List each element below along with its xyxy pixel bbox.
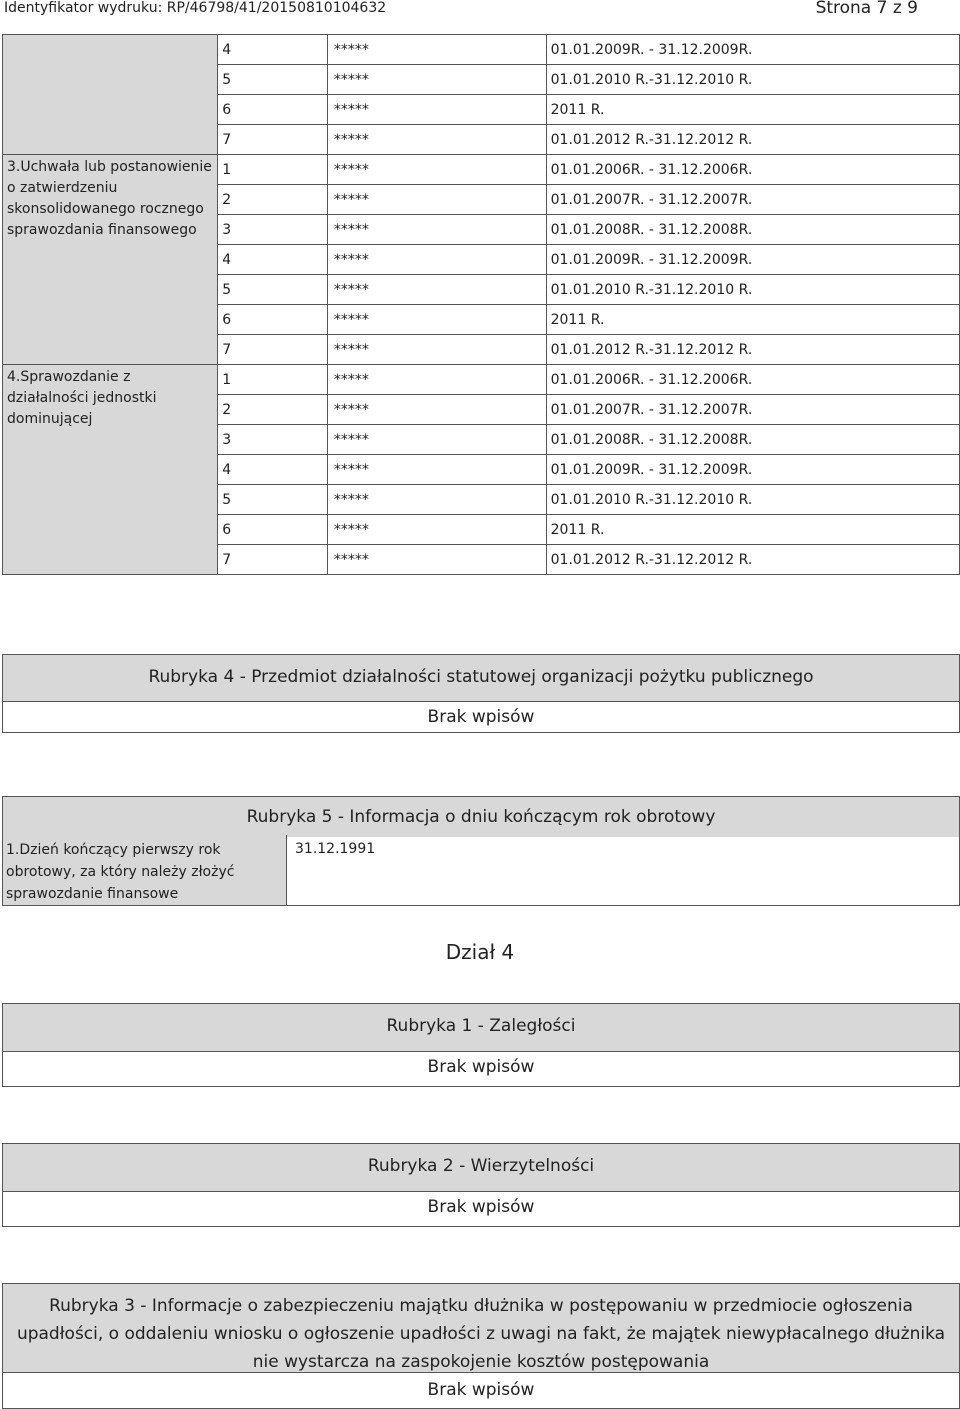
row-number: 6 (218, 515, 328, 545)
period-value: 01.01.2009R. - 31.12.2009R. (546, 35, 959, 65)
period-value: 01.01.2012 R.-31.12.2012 R. (546, 335, 959, 365)
group-label: 4.Sprawozdanie z działalności jednostki dominującej (3, 365, 218, 575)
table-row (3, 35, 960, 65)
period-value: 01.01.2008R. - 31.12.2008R. (546, 215, 959, 245)
row-number: 2 (218, 395, 328, 425)
masked-value: ***** (327, 335, 546, 365)
d4-rubryka-1-empty: Brak wpisów (3, 1051, 959, 1086)
d4-rubryka-3-title: Rubryka 3 - Informacje o zabezpieczeniu majątku dłużnika w postępowaniu w przedmiocie ogłoszenia upadłości, o oddaleniu wniosku o ogłoszenie upadłości z uwagi na fakt, że majątek niewypłacalnego dłużnika nie wystarcza na zaspokojenie kosztów postępowania (3, 1284, 959, 1372)
masked-value: ***** (327, 305, 546, 335)
table-row (3, 155, 960, 185)
rubryka-5-section (2, 796, 960, 906)
row-number: 3 (218, 215, 328, 245)
reports-table (2, 34, 960, 575)
masked-value: ***** (327, 425, 546, 455)
row-number: 5 (218, 65, 328, 95)
period-value: 01.01.2009R. - 31.12.2009R. (546, 245, 959, 275)
row-number: 4 (218, 245, 328, 275)
period-value: 01.01.2010 R.-31.12.2010 R. (546, 485, 959, 515)
rubryka-5-value: 31.12.1991 (295, 841, 376, 857)
d4-rubryka-2-section (2, 1143, 960, 1227)
group-label: 3.Uchwała lub postanowienie o zatwierdzeniu skonsolidowanego rocznego sprawozdania finansowego (3, 155, 218, 365)
page-number: Strona 7 z 9 (815, 0, 918, 18)
row-number: 5 (218, 275, 328, 305)
row-number: 1 (218, 365, 328, 395)
period-value: 01.01.2012 R.-31.12.2012 R. (546, 125, 959, 155)
d4-rubryka-2-empty: Brak wpisów (3, 1191, 959, 1226)
row-number: 4 (218, 455, 328, 485)
d4-rubryka-3-section (2, 1283, 960, 1409)
masked-value: ***** (327, 155, 546, 185)
row-number: 4 (218, 35, 328, 65)
d4-rubryka-1-title: Rubryka 1 - Zaległości (3, 1004, 959, 1051)
period-value: 2011 R. (546, 305, 959, 335)
row-number: 5 (218, 485, 328, 515)
masked-value: ***** (327, 545, 546, 575)
row-number: 2 (218, 185, 328, 215)
period-value: 01.01.2009R. - 31.12.2009R. (546, 455, 959, 485)
d4-rubryka-3-empty: Brak wpisów (3, 1372, 959, 1407)
masked-value: ***** (327, 275, 546, 305)
masked-value: ***** (327, 215, 546, 245)
group-label (3, 35, 218, 155)
period-value: 01.01.2010 R.-31.12.2010 R. (546, 275, 959, 305)
print-identifier: Identyfikator wydruku: RP/46798/41/20150810104632 (4, 0, 387, 16)
period-value: 01.01.2007R. - 31.12.2007R. (546, 395, 959, 425)
masked-value: ***** (327, 65, 546, 95)
rubryka-5-row (3, 835, 959, 905)
rubryka-4-empty: Brak wpisów (3, 701, 959, 732)
period-value: 01.01.2006R. - 31.12.2006R. (546, 365, 959, 395)
period-value: 01.01.2010 R.-31.12.2010 R. (546, 65, 959, 95)
table-row (3, 365, 960, 395)
row-number: 6 (218, 305, 328, 335)
period-value: 01.01.2007R. - 31.12.2007R. (546, 185, 959, 215)
row-number: 7 (218, 125, 328, 155)
period-value: 2011 R. (546, 95, 959, 125)
masked-value: ***** (327, 515, 546, 545)
row-number: 3 (218, 425, 328, 455)
rubryka-4-section (2, 654, 960, 733)
period-value: 01.01.2006R. - 31.12.2006R. (546, 155, 959, 185)
masked-value: ***** (327, 185, 546, 215)
row-number: 7 (218, 545, 328, 575)
masked-value: ***** (327, 125, 546, 155)
masked-value: ***** (327, 365, 546, 395)
d4-rubryka-2-title: Rubryka 2 - Wierzytelności (3, 1144, 959, 1191)
masked-value: ***** (327, 95, 546, 125)
d4-rubryka-1-section (2, 1003, 960, 1087)
rubryka-5-label: 1.Dzień kończący pierwszy rok obrotowy, za który należy złożyć sprawozdanie finansowe (3, 835, 287, 905)
masked-value: ***** (327, 35, 546, 65)
masked-value: ***** (327, 485, 546, 515)
masked-value: ***** (327, 395, 546, 425)
period-value: 01.01.2012 R.-31.12.2012 R. (546, 545, 959, 575)
rubryka-4-title: Rubryka 4 - Przedmiot działalności statutowej organizacji pożytku publicznego (3, 655, 959, 701)
masked-value: ***** (327, 245, 546, 275)
rubryka-5-title: Rubryka 5 - Informacja o dniu kończącym rok obrotowy (3, 797, 959, 837)
row-number: 7 (218, 335, 328, 365)
dzial-heading: Dział 4 (445, 940, 515, 964)
period-value: 2011 R. (546, 515, 959, 545)
row-number: 6 (218, 95, 328, 125)
row-number: 1 (218, 155, 328, 185)
period-value: 01.01.2008R. - 31.12.2008R. (546, 425, 959, 455)
masked-value: ***** (327, 455, 546, 485)
